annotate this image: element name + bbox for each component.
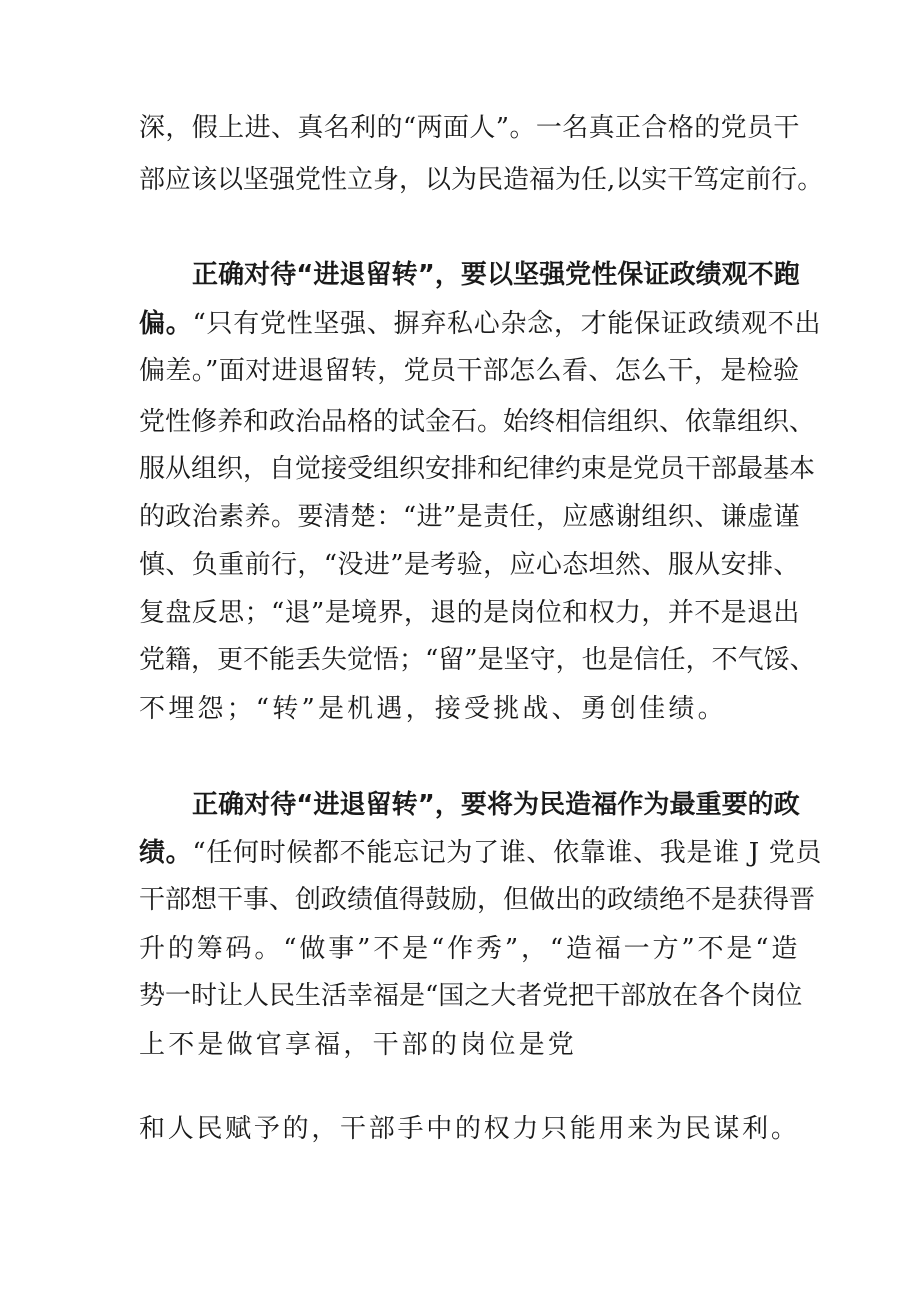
intro-line-2: 部应该以坚强党性立身，以为民造福为任,以实干笃定前行。 xyxy=(139,165,824,195)
section-2-body-line: 势一时让人民生活幸福是“国之大者党把干部放在各个岗位 xyxy=(139,981,803,1011)
section-2-line-2 xyxy=(139,836,822,870)
section-1-heading: 正确对待“进退留转”，要以坚强党性保证政绩观不跑 xyxy=(192,260,800,290)
section-2-body-line: 升的筹码。“做事”不是“作秀”，“造福一方”不是“造 xyxy=(139,934,801,964)
section-1-body-line: 复盘反思；“退”是境界，退的是岗位和权力，并不是退出 xyxy=(139,598,800,628)
section-1-body-line: 党性修养和政治品格的试金石。始终相信组织、依靠组织、 xyxy=(139,407,816,437)
section-1-body-line: 服从组织，自觉接受组织安排和纪律约束是党员干部最基本 xyxy=(139,454,816,484)
section-1-body-line: 不埋怨；“转”是机遇，接受挑战、勇创佳绩。 xyxy=(139,694,727,724)
intro-line-1: 深，假上进、真名利的“两面人”。一名真正合格的党员干 xyxy=(139,113,800,143)
section-2-body-line: 干部想干事、创政绩值得鼓励，但做出的政绩绝不是获得晋 xyxy=(139,885,816,915)
section-1-line-2 xyxy=(139,307,821,341)
closing-line: 和人民赋予的，干部手中的权力只能用来为民谋利。 xyxy=(139,1114,800,1144)
section-1-quote-start: “只有党性坚强、摒弃私心杂念，才能保证政绩观不出 xyxy=(192,309,822,339)
section-2-body-line: 上不是做官享福，干部的岗位是党 xyxy=(139,1030,578,1060)
section-1-body-line: 偏差。”面对进退留转，党员干部怎么看、怎么干，是检验 xyxy=(139,356,800,386)
section-2-heading-end: 绩。 xyxy=(139,838,193,868)
section-1-body-line: 慎、负重前行，“没进”是考验，应心态坦然、服从安排、 xyxy=(139,550,800,580)
section-1-body-line: 的政治素养。要清楚：“进”是责任，应感谢组织、谦虚谨 xyxy=(139,502,800,532)
section-1-body-line: 党籍，更不能丢失觉悟；“留”是坚守，也是信任，不气馁、 xyxy=(139,645,816,675)
section-2-heading: 正确对待“进退留转”，要将为民造福作为最重要的政 xyxy=(192,790,800,820)
section-1-heading-end: 偏。 xyxy=(139,309,193,339)
section-2-quote-start: “任何时候都不能忘记为了谁、依靠谁、我是谁 J 党员 xyxy=(192,838,823,868)
